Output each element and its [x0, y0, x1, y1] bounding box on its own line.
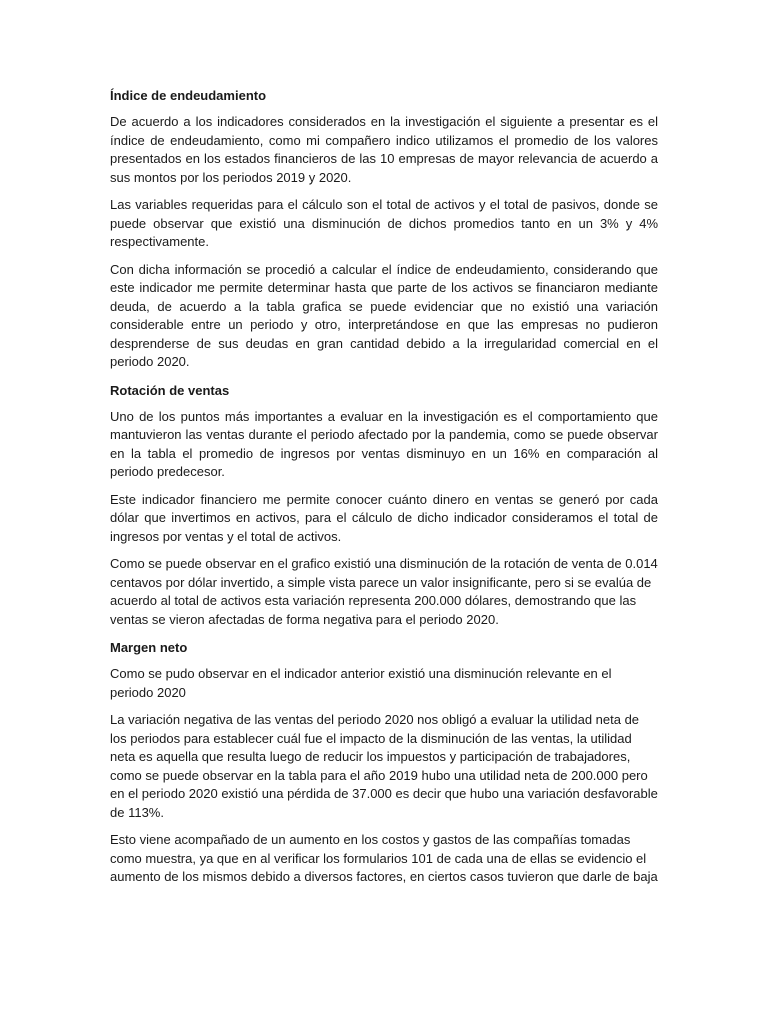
paragraph: Esto viene acompañado de un aumento en los costos y gastos de las compañías tomadas como muestra, ya que en al verificar los formularios 101 de cada una de ellas se evidencio el aumento de los mismos debido a diversos factores, en ciertos casos tuvieron que darle de baja [110, 832, 658, 884]
paragraph: Este indicador financiero me permite conocer cuánto dinero en ventas se generó por cada dólar que invertimos en activos, para el cálculo de dicho indicador consideramos el total de ingresos por ventas y el total de activos. [110, 491, 658, 544]
paragraph: Uno de los puntos más importantes a evaluar en la investigación es el comportamiento que mantuvieron las ventas durante el periodo afectado por la pandemia, como se puede observar en la tabla el promedio de ingresos por ventas disminuyo en un 16% en comparación al periodo predecesor. [110, 408, 658, 479]
paragraph: Como se pudo observar en el indicador anterior existió una disminución relevante en el periodo 2020 [110, 666, 612, 700]
paragraph: Con dicha información se procedió a calcular el índice de endeudamiento, considerando que este indicador me permite determinar hasta que parte de los activos se financiaron mediante deuda, de acuerdo a la tabla grafica se puede evidenciar que no existió una variación considerable entre un periodo y otro, interpretándose en que las empresas no pudieron desprenderse de sus deudas en gran cantidad debido a la irregularidad comercial en el periodo 2020. [110, 261, 658, 369]
section-heading-margen-neto: Margen neto [110, 640, 188, 655]
section-heading-rotacion-ventas: Rotación de ventas [110, 382, 230, 398]
paragraph: De acuerdo a los indicadores considerados en la investigación el siguiente a presentar es el índice de endeudamiento, como mi compañero indico utilizamos el promedio de los valores presentados en los estados financieros de las 10 empresas de mayor relevancia de acuerdo a sus montos por los periodos 2019 y 2020. [110, 114, 658, 185]
paragraph: La variación negativa de las ventas del periodo 2020 nos obligó a evaluar la utilidad neta de los periodos para establecer cuál fue el impacto de la disminución de las ventas, la utilidad neta es aquella que resulta luego de reducir los impuestos y participación de trabajadores, como se puede observar en la tabla para el año 2019 hubo una utilidad neta de 200.000 pero en el periodo 2020 existió una pérdida de 37.000 es decir que hubo una variación desfavorable de 113%. [110, 712, 658, 820]
paragraph: Las variables requeridas para el cálculo son el total de activos y el total de pasivos, donde se puede observar que existió una disminución de dichos promedios tanto en un 3% y 4% respectivamente. [110, 197, 658, 249]
paragraph: Como se puede observar en el grafico existió una disminución de la rotación de venta de 0.014 centavos por dólar invertido, a simple vista parece un valor insignificante, pero si se evalúa de acuerdo al total de activos esta variación representa 200.000 dólares, demostrando que las ventas se vieron afectadas de forma negativa para el periodo 2020. [110, 556, 658, 627]
section-heading-endeudamiento: Índice de endeudamiento [110, 88, 267, 103]
document-page [110, 86, 658, 1024]
